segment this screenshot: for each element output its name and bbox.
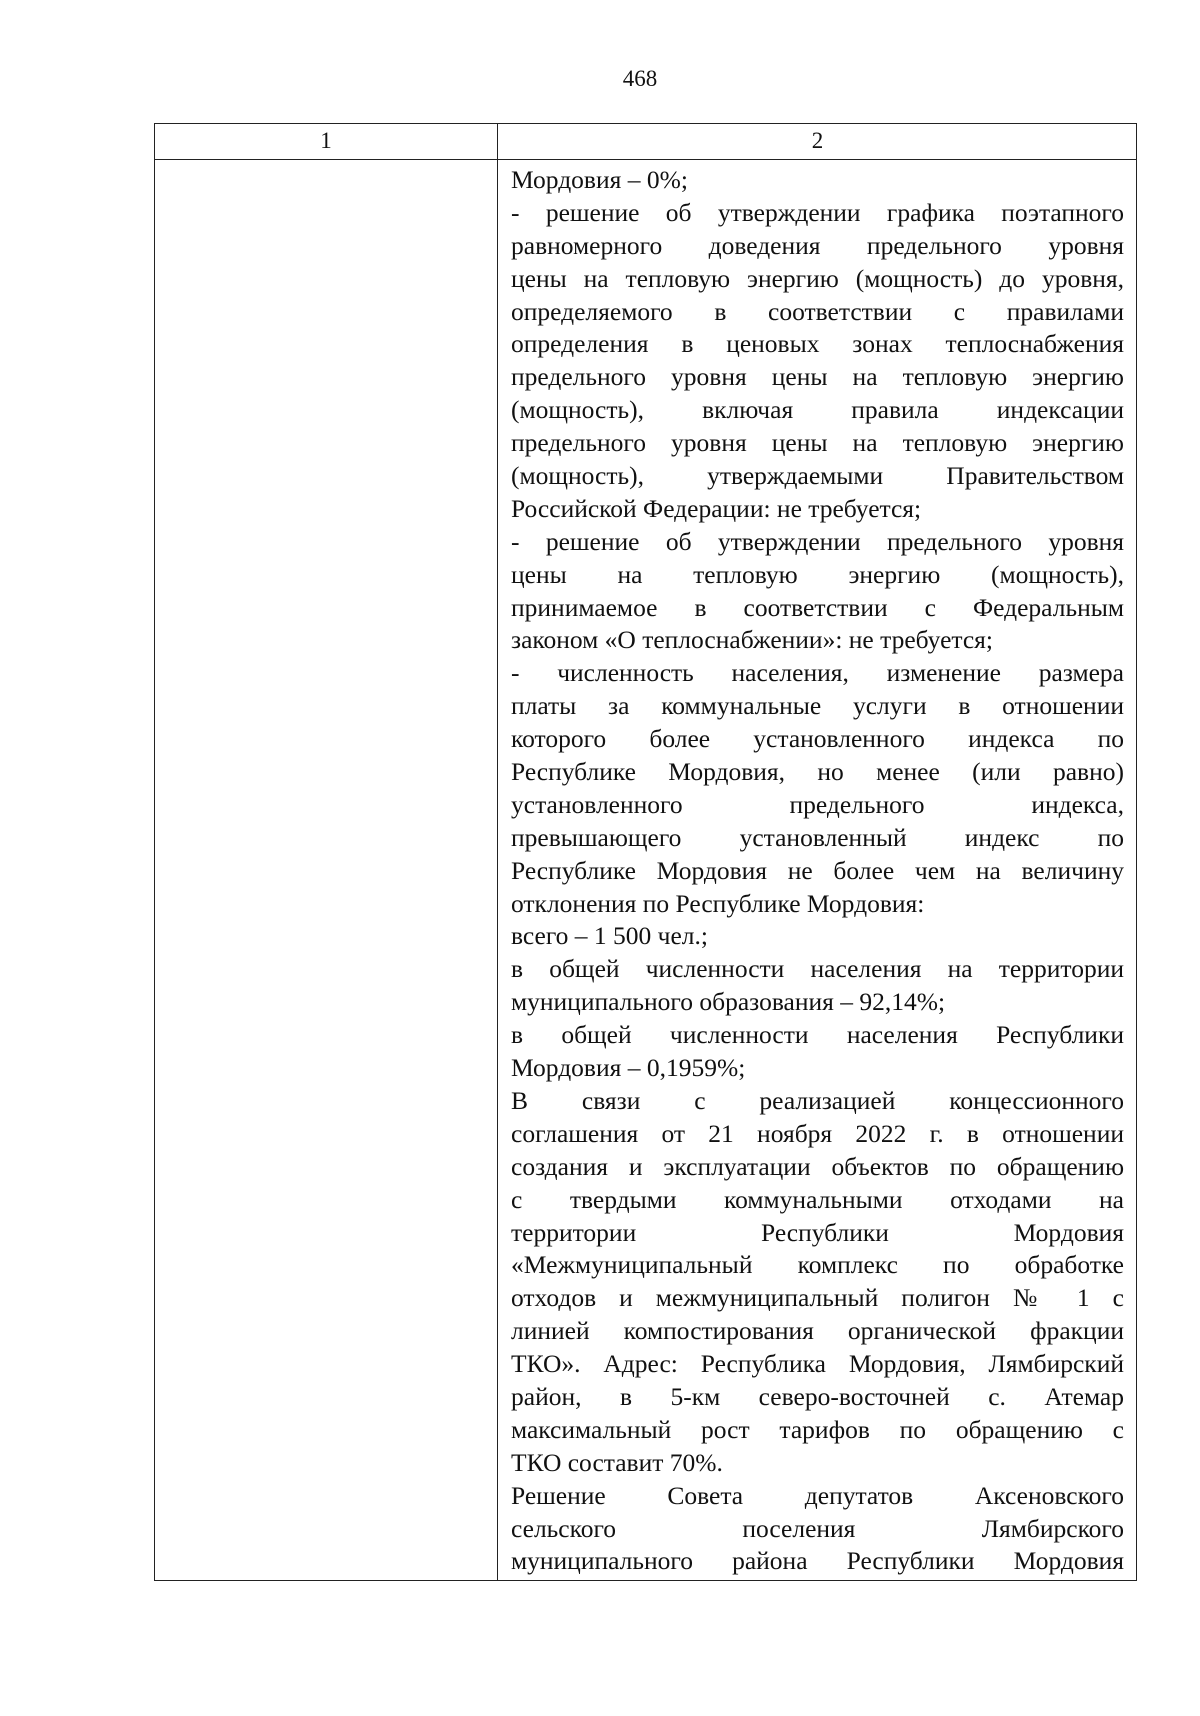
- text-line: сельского поселения Лямбирского: [511, 1513, 1124, 1543]
- text-line: предельного уровня цены на тепловую энергию: [511, 428, 1124, 458]
- text-line: соглашения от 21 ноября 2022 г. в отношении: [511, 1118, 1124, 1148]
- text-line: установленного предельного индекса,: [511, 789, 1124, 819]
- text-line: максимальный рост тарифов по обращению с: [511, 1414, 1124, 1444]
- text-line: Решение Совета депутатов Аксеновского: [511, 1480, 1124, 1510]
- text-line: цены на тепловую энергию (мощность) до уровня,: [511, 263, 1124, 293]
- text-line: отходов и межмуниципальный полигон № 1 с: [511, 1283, 1124, 1313]
- text-line: превышающего установленный индекс по: [511, 822, 1124, 852]
- page-number: 468: [622, 66, 658, 91]
- text-line: цены на тепловую энергию (мощность),: [511, 559, 1124, 589]
- text-line: Республике Мордовия, но менее (или равно): [511, 757, 1124, 787]
- text-line: Мордовия – 0%;: [511, 165, 688, 194]
- text-line: Республике Мордовия не более чем на величину: [511, 855, 1124, 885]
- text-line: «Межмуниципальный комплекс по обработке: [511, 1250, 1124, 1280]
- text-line: район, в 5-км северо-восточней с. Атемар: [511, 1381, 1124, 1411]
- column-header-1: 1: [320, 128, 332, 153]
- text-line: в общей численности населения на территории: [511, 954, 1124, 984]
- text-line: в общей численности населения Республики: [511, 1020, 1124, 1050]
- text-line: определения в ценовых зонах теплоснабжения: [511, 329, 1124, 359]
- text-line: (мощность), утверждаемыми Правительством: [511, 461, 1124, 491]
- text-line: линией компостирования органической фракции: [511, 1316, 1124, 1346]
- text-line: ТКО составит 70%.: [511, 1447, 723, 1477]
- text-line: платы за коммунальные услуги в отношении: [511, 691, 1124, 721]
- text-line: муниципального района Республики Мордовия: [511, 1546, 1124, 1576]
- text-line: муниципального образования – 92,14%;: [511, 987, 946, 1017]
- document-table: [154, 123, 1137, 1581]
- text-line: - решение об утверждении графика поэтапного: [511, 197, 1124, 227]
- column-2-text: [511, 164, 1124, 1578]
- text-line: Мордовия – 0,1959%;: [511, 1053, 746, 1083]
- text-line: законом «О теплоснабжении»: не требуется;: [511, 625, 993, 655]
- text-line: - решение об утверждении предельного уровня: [511, 526, 1124, 556]
- column-header-2: 2: [811, 128, 824, 153]
- text-line: территории Республики Мордовия: [511, 1217, 1124, 1247]
- text-line: определяемого в соответствии с правилами: [511, 296, 1124, 326]
- text-line: (мощность), включая правила индексации: [511, 395, 1124, 425]
- text-line: Российской Федерации: не требуется;: [511, 493, 922, 523]
- text-line: создания и эксплуатации объектов по обращению: [511, 1151, 1124, 1181]
- text-line: равномерного доведения предельного уровня: [511, 230, 1124, 260]
- text-line: В связи с реализацией концессионного: [511, 1085, 1124, 1115]
- column-divider: [497, 124, 498, 1580]
- text-line: принимаемое в соответствии с Федеральным: [511, 592, 1124, 622]
- table-header-row: [155, 124, 1136, 160]
- text-line: - численность населения, изменение размера: [511, 658, 1124, 688]
- text-line: с твердыми коммунальными отходами на: [511, 1184, 1124, 1214]
- text-line: отклонения по Республике Мордовия:: [511, 888, 925, 918]
- text-line: ТКО». Адрес: Республика Мордовия, Лямбирский: [511, 1349, 1124, 1379]
- text-line: которого более установленного индекса по: [511, 724, 1124, 754]
- text-line: всего – 1 500 чел.;: [511, 921, 708, 951]
- text-line: предельного уровня цены на тепловую энергию: [511, 362, 1124, 392]
